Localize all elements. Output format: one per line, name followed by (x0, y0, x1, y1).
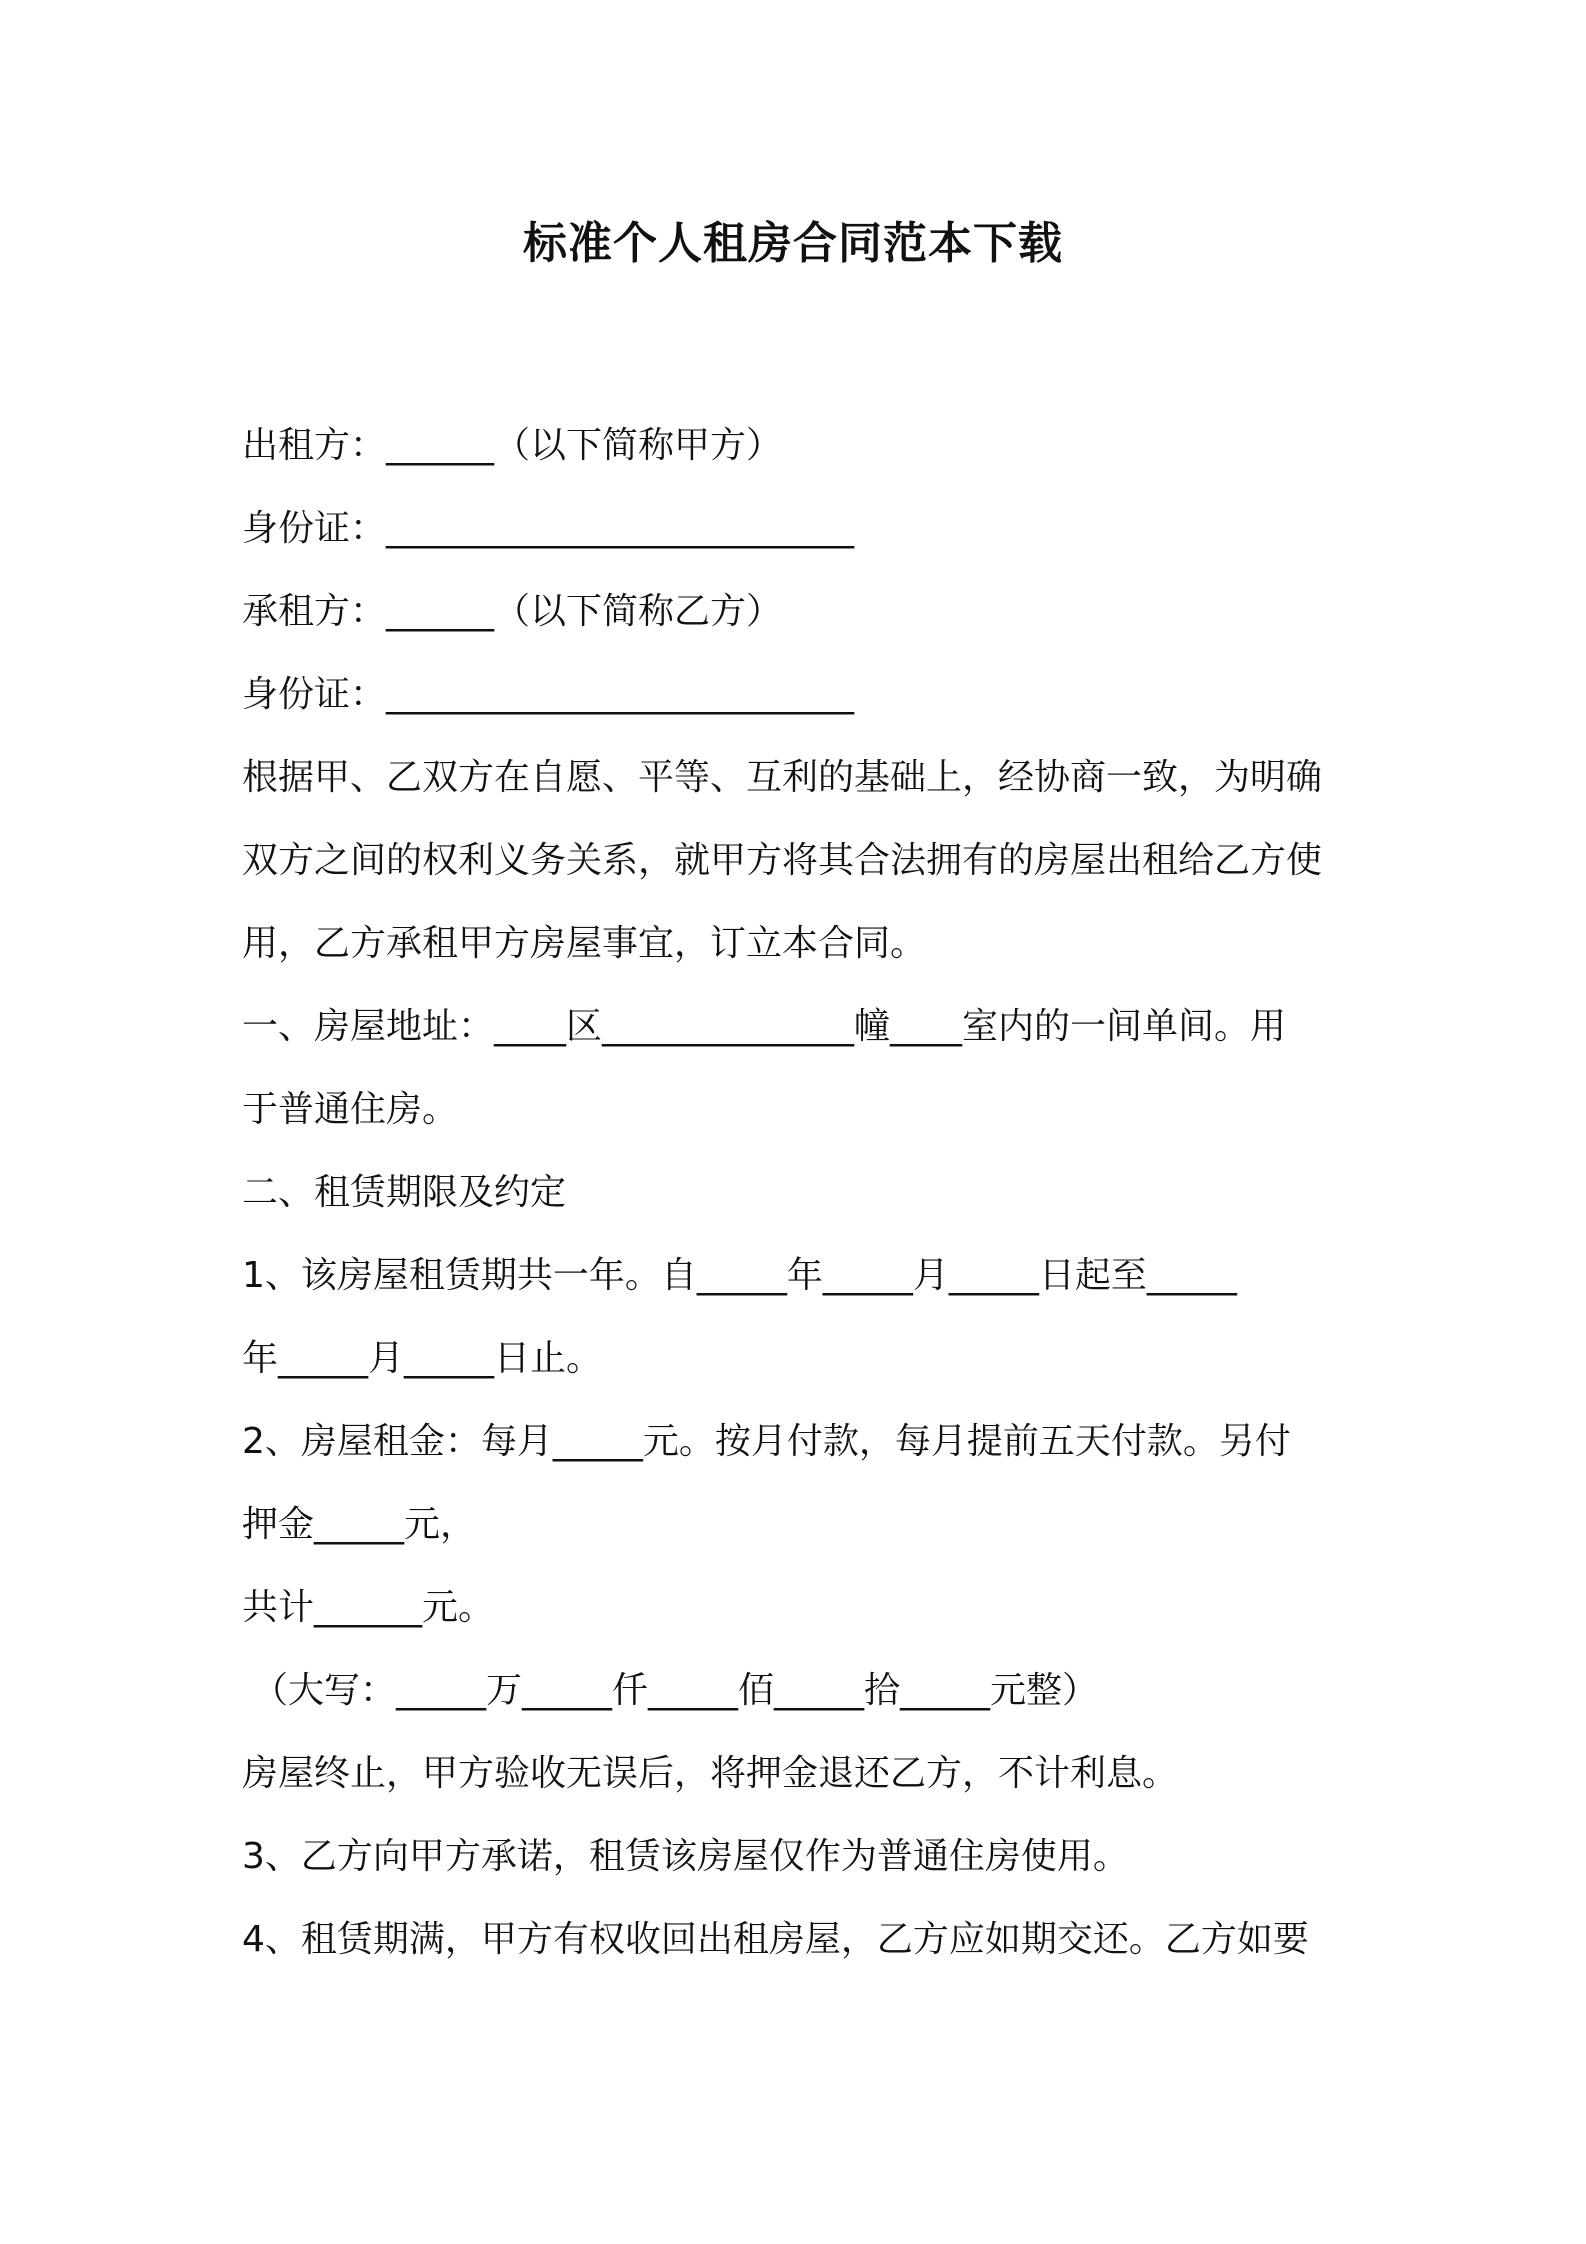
lessor-id-line: 身份证：__________________________ (242, 508, 855, 549)
preamble-line-2: 双方之间的权利义务关系，就甲方将其合法拥有的房屋出租给乙方使 (242, 840, 1323, 881)
clause-2-2-line-1: 2、房屋租金：每月_____元。按月付款，每月提前五天付款。另付 (242, 1421, 1291, 1462)
clause-2-heading: 二、租赁期限及约定 (242, 1172, 567, 1213)
clause-2-2-line-5: 房屋终止，甲方验收无误后，将押金退还乙方，不计利息。 (242, 1753, 1179, 1794)
lessee-line: 承租方：______（以下简称乙方） (242, 591, 783, 632)
clause-2-2-line-3: 共计______元。 (242, 1587, 495, 1628)
clause-2-1-line-1: 1、该房屋租赁期共一年。自_____年_____月_____日起至_____ (242, 1255, 1237, 1296)
clause-2-2-capital-amount: （大写：_____万_____仟_____佰_____拾_____元整） (252, 1670, 1099, 1711)
clause-2-4-line: 4、租赁期满，甲方有权收回出租房屋，乙方应如期交还。乙方如要 (242, 1919, 1309, 1960)
document-title: 标准个人租房合同范本下载 (523, 218, 1063, 269)
preamble-line-3: 用，乙方承租甲方房屋事宜，订立本合同。 (242, 923, 927, 964)
clause-1-line-2: 于普通住房。 (242, 1089, 459, 1130)
clause-2-1-line-2: 年_____月_____日止。 (242, 1338, 603, 1379)
preamble-line-1: 根据甲、乙双方在自愿、平等、互利的基础上，经协商一致，为明确 (242, 757, 1323, 798)
lessee-id-line: 身份证：__________________________ (242, 674, 855, 715)
clause-2-2-line-2: 押金_____元， (242, 1504, 477, 1545)
lessor-line: 出租方：______（以下简称甲方） (242, 425, 783, 466)
document-body (242, 404, 1352, 1981)
clause-1-line-1: 一、房屋地址：____区______________幢____室内的一间单间。用 (242, 1006, 1287, 1047)
clause-2-3-line: 3、乙方向甲方承诺，租赁该房屋仅作为普通住房使用。 (242, 1836, 1129, 1877)
